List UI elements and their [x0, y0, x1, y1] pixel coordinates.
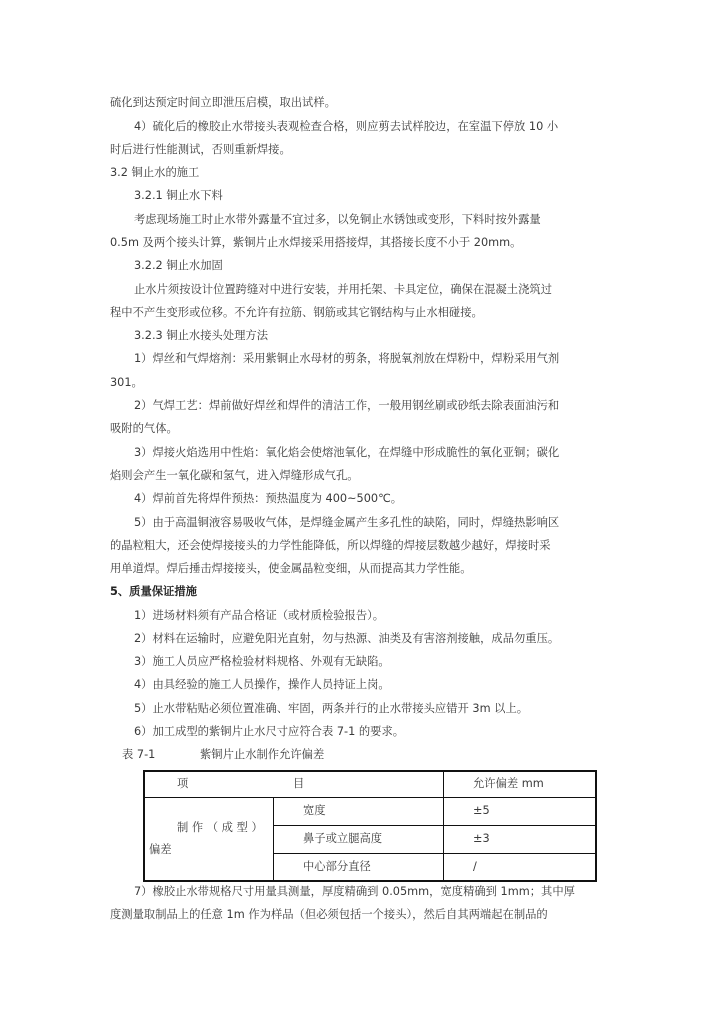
table-cell-value: /: [473, 860, 477, 873]
table-cell-name: 宽度: [303, 804, 326, 817]
subsection-heading: 3.2.2 铜止水加固: [134, 259, 223, 272]
table-divider: [273, 797, 274, 882]
text-line: 3）施工人员应严格检验材料规格、外观有无缺陷。: [134, 655, 390, 668]
text-line: 2）材料在运输时，应避免阳光直射，勿与热源、油类及有害溶剂接触，成品勿重压。: [134, 632, 560, 645]
text-line: 度测量取制品上的任意 1m 作为样品（但必须包括一个接头），然后自其两端起在制品的: [110, 908, 548, 921]
text-line: 5）止水带粘贴必须位置准确、牢固，两条并行的止水带接头应错开 3m 以上。: [134, 702, 529, 715]
text-line: 4）焊前首先将焊件预热：预热温度为 400~500℃。: [134, 492, 403, 505]
section-heading: 5、质量保证措施: [110, 585, 197, 598]
text-line: 4）硫化后的橡胶止水带接头表观检查合格，则应剪去试样胶边，在室温下停放 10 小: [134, 120, 559, 133]
table-header-item: 目: [293, 777, 305, 790]
table-caption-number: 表 7-1: [122, 748, 156, 761]
table-border-right: [595, 770, 597, 882]
text-line: 用单道焊。焊后捶击焊接接头，使金属晶粒变细，从而提高其力学性能。: [110, 562, 472, 575]
text-line: 的晶粒粗大，还会使焊接接头的力学性能降低，所以焊缝的焊接层数越少越好，焊接时采: [110, 539, 551, 552]
text-line: 6）加工成型的紫铜片止水尺寸应符合表 7-1 的要求。: [134, 725, 405, 738]
table-border-bottom: [143, 880, 597, 882]
table-cell-value: ±3: [473, 832, 490, 845]
text-line: 3）焊接火焰选用中性焰：氧化焰会使熔池氧化，在焊缝中形成脆性的氧化亚铜；碳化: [134, 446, 560, 459]
table-caption-title: 紫铜片止水制作允许偏差: [200, 748, 325, 761]
text-line: 0.5m 及两个接头计算，紫铜片止水焊接采用搭接焊，其搭接长度不小于 20mm。: [110, 236, 522, 249]
text-line: 5）由于高温铜液容易吸收气体，是焊缝金属产生多孔性的缺陷，同时，焊缝热影响区: [134, 516, 560, 529]
text-line: 时后进行性能测试，否则重新焊接。: [110, 143, 291, 156]
text-line: 焰则会产生一氧化碳和氢气，进入焊缝形成气孔。: [110, 469, 359, 482]
table-group-label: 偏差: [149, 843, 172, 856]
text-line: 程中不产生变形或位移。不允许有拉筋、钢筋或其它钢结构与止水相碰接。: [110, 306, 483, 319]
table-divider: [443, 770, 444, 882]
subsection-heading: 3.2.1 铜止水下料: [134, 189, 223, 202]
text-line: 2）气焊工艺：焊前做好焊丝和焊件的清洁工作，一般用钢丝刷或砂纸去除表面油污和: [134, 399, 560, 412]
table-cell-value: ±5: [473, 804, 490, 817]
table-border-left: [143, 770, 145, 882]
text-line: 1）进场材料须有产品合格证（或材质检验报告）。: [134, 609, 385, 622]
section-heading: 3.2 铜止水的施工: [110, 166, 200, 179]
text-line: 4）由具经验的施工人员操作，操作人员持证上岗。: [134, 678, 390, 691]
text-line: 止水片须按设计位置跨缝对中进行安装，并用托架、卡具定位，确保在混凝土浇筑过: [134, 283, 552, 296]
table-divider: [143, 797, 597, 798]
text-line: 硫化到达预定时间立即泄压启模，取出试样。: [110, 96, 336, 109]
text-line: 301。: [110, 376, 143, 389]
table-cell-name: 鼻子或立腿高度: [303, 832, 383, 845]
table-border-top: [143, 770, 597, 772]
subsection-heading: 3.2.3 铜止水接头处理方法: [134, 329, 269, 342]
text-line: 7）橡胶止水带规格尺寸用量具测量，厚度精确到 0.05mm，宽度精确到 1mm；其中厚: [134, 885, 575, 898]
table-divider: [273, 853, 597, 854]
table-divider: [273, 825, 597, 826]
table-header-tolerance: 允许偏差 mm: [473, 777, 544, 790]
tolerance-table: [143, 770, 597, 882]
text-line: 1）焊丝和气焊熔剂：采用紫铜止水母材的剪条，将脱氧剂放在焊粉中，焊粉采用气剂: [134, 352, 560, 365]
text-line: 考虑现场施工时止水带外露量不宜过多，以免铜止水锈蚀或变形，下料时按外露量: [134, 213, 541, 226]
text-line: 吸附的气体。: [110, 422, 178, 435]
table-cell-name: 中心部分直径: [303, 860, 371, 873]
table-header-item: 项: [177, 777, 189, 790]
table-group-label: 制 作 （ 成 型 ）: [177, 821, 263, 834]
